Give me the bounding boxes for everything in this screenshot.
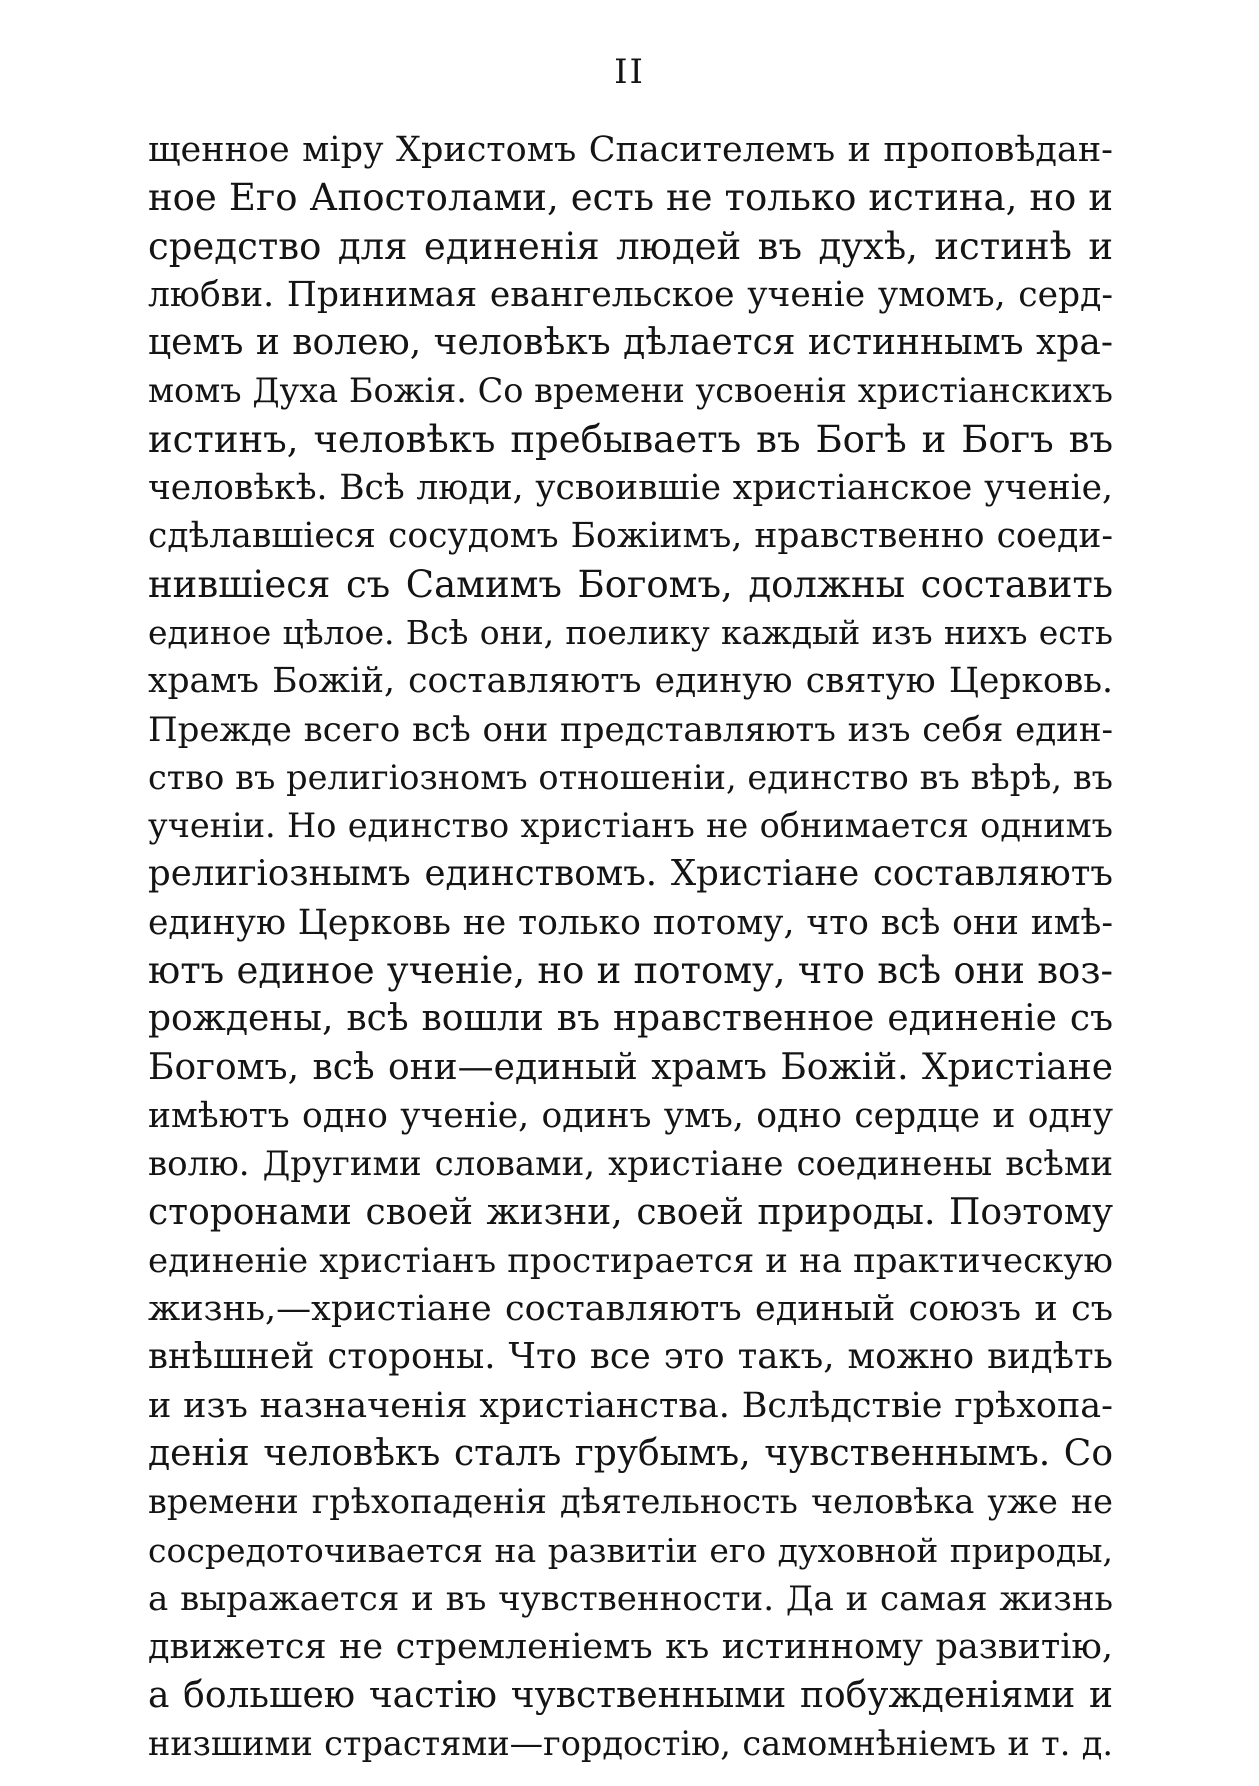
text-line: движется не стремленіемъ къ истинному развитію, [148,1627,1113,1668]
text-line: ное Его Апостолами, есть не только истина, но и [148,176,1113,220]
text-line: религіознымъ единствомъ. Христіане составляютъ [148,853,1113,895]
body-text [148,126,1113,1768]
text-line: ученіи. Но единство христіанъ не обнимается однимъ [148,806,1113,846]
text-line: Богомъ, всѣ они—единый храмъ Божій. Христіане [148,1046,1113,1088]
text-line: времени грѣхопаденія дѣятельность человѣка уже не [148,1482,1113,1522]
text-line: а выражается и въ чувственности. Да и самая жизнь [148,1578,1113,1619]
text-line: сторонами своей жизни, своей природы. Поэтому [148,1191,1113,1233]
text-line: низшими страстями—гордостію, самомнѣніемъ и т. д. [148,1723,1113,1763]
text-line: сдѣлавшіеся сосудомъ Божіимъ, нравственно соеди- [148,516,1113,557]
text-line: внѣшней стороны. Что все это такъ, можно видѣть [148,1336,1113,1378]
text-line: сосредоточивается на развитіи его духовной природы, [148,1530,1113,1570]
text-line: а большею частію чувственными побужденіями и [148,1674,1113,1716]
text-line: жизнь,—христіане составляютъ единый союзъ и съ [148,1289,1113,1330]
text-line: любви. Принимая евангельское ученіе умомъ, серд- [148,274,1113,315]
text-line: единую Церковь не только потому, что всѣ они имѣ- [148,902,1113,943]
text-line: единеніе христіанъ простирается и на практическую [148,1240,1113,1281]
text-line: храмъ Божій, составляютъ единую святую Церковь. [148,661,1113,702]
text-line: человѣкѣ. Всѣ люди, усвоившіе христіанское ученіе, [148,468,1113,509]
text-line: щенное міру Христомъ Спасителемъ и проповѣдан- [148,130,1113,170]
text-line: единое цѣлое. Всѣ они, поелику каждый изъ нихъ есть [148,612,1113,652]
text-line: средство для единенія людей въ духѣ, истинѣ и [148,224,1113,268]
text-line: и изъ назначенія христіанства. Вслѣдствіе грѣхопа- [148,1385,1113,1426]
text-line: истинъ, человѣкъ пребываетъ въ Богѣ и Богъ въ [148,417,1113,461]
text-line: цемъ и волею, человѣкъ дѣлается истиннымъ хра- [148,322,1113,364]
text-line: ютъ единое ученіе, но и потому, что всѣ они воз- [148,949,1113,993]
text-line: момъ Духа Божія. Со времени усвоенія христіанскихъ [148,371,1113,411]
text-line: волю. Другими словами, христіане соединены всѣми [148,1144,1113,1185]
text-line: имѣютъ одно ученіе, одинъ умъ, одно сердце и одну [148,1095,1113,1136]
text-line: ство въ религіозномъ отношеніи, единство въ вѣрѣ, въ [148,757,1113,797]
text-line: нившіеся съ Самимъ Богомъ, должны составить [148,562,1113,606]
page-number: II [614,52,645,92]
text-line: рождены, всѣ вошли въ нравственное единеніе съ [148,998,1113,1040]
text-line: Прежде всего всѣ они представляютъ изъ себя един- [148,709,1113,750]
text-line: денія человѣкъ сталъ грубымъ, чувственнымъ. Со [148,1433,1113,1475]
